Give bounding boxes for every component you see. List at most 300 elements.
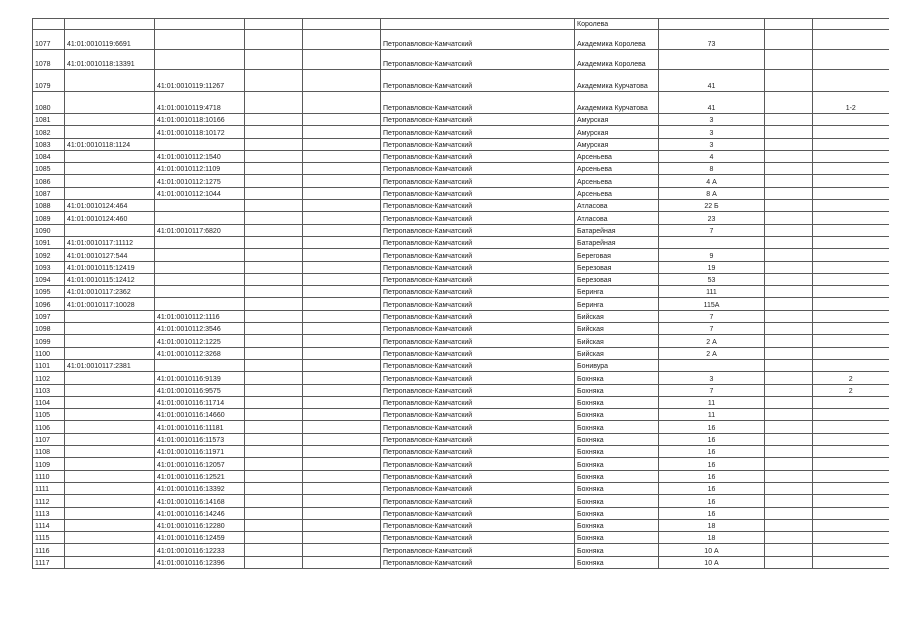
apartment-cell — [813, 187, 889, 199]
cadastral-number-alt-cell: 41:01:0010112:3268 — [155, 347, 245, 359]
empty-cell — [303, 286, 381, 298]
street-cell: Академика Королева — [575, 30, 659, 50]
apartment-cell — [813, 470, 889, 482]
table-row — [33, 150, 889, 162]
empty-cell — [303, 544, 381, 556]
row-number-cell: 1097 — [33, 310, 65, 322]
house-number-cell: 3 — [659, 114, 765, 126]
city-cell: Петропавловск-Камчатский — [381, 372, 575, 384]
row-number-cell: 1086 — [33, 175, 65, 187]
row-number-cell: 1080 — [33, 92, 65, 114]
house-number-cell: 16 — [659, 421, 765, 433]
table-row — [33, 50, 889, 70]
empty-cell — [303, 396, 381, 408]
apartment-cell — [813, 532, 889, 544]
cadastral-number-alt-cell: 41:01:0010116:9139 — [155, 372, 245, 384]
empty-cell — [765, 470, 813, 482]
apartment-cell — [813, 286, 889, 298]
apartment-cell — [813, 138, 889, 150]
empty-cell — [245, 482, 303, 494]
house-number-cell: 8 А — [659, 187, 765, 199]
row-number-cell: 1084 — [33, 150, 65, 162]
street-cell: Бохняка — [575, 421, 659, 433]
row-number-cell: 1112 — [33, 495, 65, 507]
empty-cell — [245, 458, 303, 470]
cadastral-number-alt-cell: 41:01:0010116:12233 — [155, 544, 245, 556]
house-number-cell: 2 А — [659, 335, 765, 347]
house-number-cell: 19 — [659, 261, 765, 273]
cadastral-number-alt-cell: 41:01:0010116:11714 — [155, 396, 245, 408]
empty-cell — [245, 30, 303, 50]
cadastral-number-cell — [65, 544, 155, 556]
cadastral-number-cell — [65, 150, 155, 162]
table-row — [33, 187, 889, 199]
empty-cell — [245, 421, 303, 433]
house-number-cell: 7 — [659, 224, 765, 236]
cadastral-number-cell — [65, 310, 155, 322]
empty-cell — [245, 470, 303, 482]
house-number-cell — [659, 236, 765, 248]
street-cell: Бохняка — [575, 396, 659, 408]
empty-cell — [245, 507, 303, 519]
empty-cell — [245, 372, 303, 384]
street-cell: Бохняка — [575, 409, 659, 421]
empty-cell — [245, 347, 303, 359]
cadastral-number-alt-cell — [155, 200, 245, 212]
empty-cell — [765, 236, 813, 248]
house-number-cell: 16 — [659, 482, 765, 494]
cadastral-number-alt-cell: 41:01:0010112:3546 — [155, 323, 245, 335]
row-number-cell: 1090 — [33, 224, 65, 236]
street-cell: Березовая — [575, 261, 659, 273]
cadastral-number-cell: 41:01:0010115:12412 — [65, 273, 155, 285]
empty-cell — [765, 458, 813, 470]
cadastral-number-alt-cell: 41:01:0010116:13392 — [155, 482, 245, 494]
cadastral-number-alt-cell: 41:01:0010116:14168 — [155, 495, 245, 507]
street-cell: Березовая — [575, 273, 659, 285]
street-cell: Бохняка — [575, 446, 659, 458]
cadastral-number-alt-cell — [155, 359, 245, 371]
empty-cell — [245, 298, 303, 310]
cadastral-number-cell: 41:01:0010118:13391 — [65, 50, 155, 70]
house-number-cell: 2 А — [659, 347, 765, 359]
empty-cell — [245, 384, 303, 396]
empty-cell — [303, 495, 381, 507]
cadastral-number-cell — [65, 458, 155, 470]
apartment-cell — [813, 163, 889, 175]
empty-cell — [765, 114, 813, 126]
house-number-cell: 53 — [659, 273, 765, 285]
city-cell: Петропавловск-Камчатский — [381, 286, 575, 298]
empty-cell — [765, 347, 813, 359]
city-cell: Петропавловск-Камчатский — [381, 507, 575, 519]
row-number-cell: 1079 — [33, 70, 65, 92]
apartment-cell — [813, 495, 889, 507]
street-cell: Бохняка — [575, 544, 659, 556]
house-number-cell: 10 А — [659, 544, 765, 556]
table-row — [33, 92, 889, 114]
empty-cell — [303, 359, 381, 371]
empty-cell — [245, 519, 303, 531]
table-row — [33, 359, 889, 371]
row-number-cell: 1078 — [33, 50, 65, 70]
cadastral-number-alt-cell: 41:01:0010112:1116 — [155, 310, 245, 322]
house-number-cell: 73 — [659, 30, 765, 50]
empty-cell — [765, 359, 813, 371]
city-cell: Петропавловск-Камчатский — [381, 163, 575, 175]
empty-cell — [765, 544, 813, 556]
house-number-cell: 16 — [659, 470, 765, 482]
empty-cell — [303, 249, 381, 261]
apartment-cell — [813, 175, 889, 187]
table-row — [33, 298, 889, 310]
table-row — [33, 286, 889, 298]
empty-cell — [303, 19, 381, 30]
house-number-cell: 11 — [659, 396, 765, 408]
cadastral-number-cell: 41:01:0010115:12419 — [65, 261, 155, 273]
house-number-cell: 10 А — [659, 556, 765, 568]
empty-cell — [303, 409, 381, 421]
empty-cell — [765, 286, 813, 298]
empty-cell — [303, 273, 381, 285]
row-number-cell: 1083 — [33, 138, 65, 150]
table-row — [33, 433, 889, 445]
cadastral-number-cell — [65, 421, 155, 433]
cadastral-number-alt-cell — [155, 138, 245, 150]
table-row — [33, 396, 889, 408]
city-cell: Петропавловск-Камчатский — [381, 335, 575, 347]
row-number-cell: 1111 — [33, 482, 65, 494]
street-cell: Бохняка — [575, 470, 659, 482]
row-number-cell: 1093 — [33, 261, 65, 273]
street-cell: Академика Курчатова — [575, 70, 659, 92]
table-row — [33, 175, 889, 187]
empty-cell — [245, 409, 303, 421]
empty-cell — [765, 30, 813, 50]
street-cell: Амурская — [575, 138, 659, 150]
empty-cell — [765, 212, 813, 224]
cadastral-number-cell: 41:01:0010117:2381 — [65, 359, 155, 371]
empty-cell — [765, 446, 813, 458]
row-number-cell: 1107 — [33, 433, 65, 445]
cadastral-number-cell — [65, 470, 155, 482]
cadastral-number-cell — [65, 347, 155, 359]
empty-cell — [245, 359, 303, 371]
row-number-cell: 1087 — [33, 187, 65, 199]
cadastral-number-cell — [65, 556, 155, 568]
street-cell: Академика Королева — [575, 50, 659, 70]
empty-cell — [245, 556, 303, 568]
cadastral-number-cell: 41:01:0010127:544 — [65, 249, 155, 261]
city-cell: Петропавловск-Камчатский — [381, 495, 575, 507]
city-cell: Петропавловск-Камчатский — [381, 359, 575, 371]
empty-cell — [303, 532, 381, 544]
empty-cell — [765, 175, 813, 187]
empty-cell — [765, 482, 813, 494]
street-cell: Батарейная — [575, 236, 659, 248]
empty-cell — [303, 70, 381, 92]
table-row — [33, 458, 889, 470]
row-number-cell: 1105 — [33, 409, 65, 421]
empty-cell — [245, 532, 303, 544]
table-row — [33, 556, 889, 568]
street-cell: Беринга — [575, 286, 659, 298]
cadastral-number-alt-cell: 41:01:0010116:9575 — [155, 384, 245, 396]
street-cell: Бийская — [575, 335, 659, 347]
row-number-cell: 1113 — [33, 507, 65, 519]
street-cell: Бийская — [575, 347, 659, 359]
house-number-cell: 41 — [659, 70, 765, 92]
cadastral-number-cell: 41:01:0010124:460 — [65, 212, 155, 224]
table-row — [33, 519, 889, 531]
empty-cell — [245, 433, 303, 445]
empty-cell — [303, 224, 381, 236]
street-cell: Бийская — [575, 323, 659, 335]
table-row — [33, 372, 889, 384]
apartment-cell — [813, 544, 889, 556]
cadastral-number-alt-cell — [155, 30, 245, 50]
city-cell: Петропавловск-Камчатский — [381, 92, 575, 114]
cadastral-number-cell — [65, 114, 155, 126]
house-number-cell: 16 — [659, 446, 765, 458]
empty-cell — [303, 200, 381, 212]
empty-cell — [765, 19, 813, 30]
cadastral-number-cell — [65, 187, 155, 199]
city-cell: Петропавловск-Камчатский — [381, 70, 575, 92]
cadastral-number-alt-cell — [155, 261, 245, 273]
cadastral-number-cell — [65, 175, 155, 187]
row-number-cell: 1089 — [33, 212, 65, 224]
cadastral-number-alt-cell — [155, 273, 245, 285]
cadastral-number-alt-cell — [155, 212, 245, 224]
empty-cell — [245, 200, 303, 212]
house-number-cell: 11 — [659, 409, 765, 421]
house-number-cell — [659, 359, 765, 371]
cadastral-number-alt-cell: 41:01:0010112:1225 — [155, 335, 245, 347]
city-cell: Петропавловск-Камчатский — [381, 458, 575, 470]
apartment-cell — [813, 507, 889, 519]
apartment-cell — [813, 482, 889, 494]
city-cell: Петропавловск-Камчатский — [381, 347, 575, 359]
table-row — [33, 446, 889, 458]
apartment-cell — [813, 556, 889, 568]
empty-cell — [765, 187, 813, 199]
apartment-cell — [813, 298, 889, 310]
house-number-cell — [659, 19, 765, 30]
city-cell: Петропавловск-Камчатский — [381, 249, 575, 261]
apartment-cell — [813, 347, 889, 359]
city-cell: Петропавловск-Камчатский — [381, 298, 575, 310]
cadastral-number-alt-cell: 41:01:0010116:12521 — [155, 470, 245, 482]
table-row — [33, 30, 889, 50]
cadastral-number-cell: 41:01:0010117:10028 — [65, 298, 155, 310]
cadastral-number-alt-cell: 41:01:0010116:12280 — [155, 519, 245, 531]
empty-cell — [303, 446, 381, 458]
empty-cell — [765, 396, 813, 408]
cadastral-number-alt-cell: 41:01:0010116:11573 — [155, 433, 245, 445]
table-row — [33, 470, 889, 482]
empty-cell — [245, 273, 303, 285]
row-number-cell: 1077 — [33, 30, 65, 50]
empty-cell — [303, 433, 381, 445]
city-cell: Петропавловск-Камчатский — [381, 138, 575, 150]
city-cell: Петропавловск-Камчатский — [381, 470, 575, 482]
city-cell: Петропавловск-Камчатский — [381, 273, 575, 285]
cadastral-number-alt-cell: 41:01:0010119:4718 — [155, 92, 245, 114]
empty-cell — [303, 261, 381, 273]
cadastral-number-cell — [65, 446, 155, 458]
empty-cell — [245, 446, 303, 458]
row-number-cell: 1085 — [33, 163, 65, 175]
cadastral-number-alt-cell — [155, 298, 245, 310]
street-cell: Бохняка — [575, 519, 659, 531]
cadastral-number-alt-cell: 41:01:0010116:11971 — [155, 446, 245, 458]
table-row — [33, 224, 889, 236]
apartment-cell — [813, 200, 889, 212]
house-number-cell: 18 — [659, 519, 765, 531]
house-number-cell: 115А — [659, 298, 765, 310]
row-number-cell: 1096 — [33, 298, 65, 310]
empty-cell — [245, 323, 303, 335]
city-cell — [381, 19, 575, 30]
house-number-cell: 111 — [659, 286, 765, 298]
house-number-cell: 4 А — [659, 175, 765, 187]
table-body — [33, 19, 889, 569]
table-row — [33, 236, 889, 248]
empty-cell — [245, 150, 303, 162]
empty-cell — [245, 50, 303, 70]
table-row — [33, 249, 889, 261]
empty-cell — [303, 372, 381, 384]
empty-cell — [765, 150, 813, 162]
cadastral-number-cell — [65, 409, 155, 421]
empty-cell — [245, 544, 303, 556]
cadastral-number-alt-cell: 41:01:0010116:11181 — [155, 421, 245, 433]
house-number-cell: 16 — [659, 507, 765, 519]
city-cell: Петропавловск-Камчатский — [381, 532, 575, 544]
empty-cell — [245, 495, 303, 507]
house-number-cell: 18 — [659, 532, 765, 544]
empty-cell — [245, 396, 303, 408]
house-number-cell: 7 — [659, 310, 765, 322]
empty-cell — [245, 114, 303, 126]
city-cell: Петропавловск-Камчатский — [381, 261, 575, 273]
street-cell: Бонивура — [575, 359, 659, 371]
apartment-cell — [813, 50, 889, 70]
empty-cell — [765, 421, 813, 433]
empty-cell — [245, 335, 303, 347]
empty-cell — [303, 470, 381, 482]
cadastral-number-cell — [65, 372, 155, 384]
street-cell: Амурская — [575, 114, 659, 126]
street-cell: Бохняка — [575, 556, 659, 568]
house-number-cell: 3 — [659, 126, 765, 138]
street-cell: Атласова — [575, 212, 659, 224]
street-cell: Арсеньева — [575, 175, 659, 187]
apartment-cell — [813, 273, 889, 285]
cadastral-number-cell — [65, 433, 155, 445]
table-row — [33, 507, 889, 519]
empty-cell — [245, 19, 303, 30]
empty-cell — [765, 384, 813, 396]
row-number-cell: 1103 — [33, 384, 65, 396]
city-cell: Петропавловск-Камчатский — [381, 150, 575, 162]
row-number-cell: 1091 — [33, 236, 65, 248]
apartment-cell — [813, 126, 889, 138]
table-row — [33, 544, 889, 556]
empty-cell — [765, 138, 813, 150]
empty-cell — [765, 556, 813, 568]
city-cell: Петропавловск-Камчатский — [381, 556, 575, 568]
cadastral-number-cell — [65, 507, 155, 519]
table-row — [33, 70, 889, 92]
city-cell: Петропавловск-Камчатский — [381, 187, 575, 199]
row-number-cell: 1088 — [33, 200, 65, 212]
apartment-cell — [813, 458, 889, 470]
apartment-cell — [813, 323, 889, 335]
street-cell: Атласова — [575, 200, 659, 212]
empty-cell — [303, 421, 381, 433]
cadastral-number-alt-cell — [155, 50, 245, 70]
apartment-cell — [813, 249, 889, 261]
apartment-cell — [813, 212, 889, 224]
empty-cell — [765, 519, 813, 531]
empty-cell — [245, 163, 303, 175]
empty-cell — [245, 70, 303, 92]
table-row — [33, 482, 889, 494]
apartment-cell — [813, 310, 889, 322]
cadastral-number-alt-cell: 41:01:0010112:1275 — [155, 175, 245, 187]
empty-cell — [303, 126, 381, 138]
street-cell: Арсеньева — [575, 163, 659, 175]
cadastral-number-alt-cell — [155, 19, 245, 30]
cadastral-number-alt-cell: 41:01:0010116:14246 — [155, 507, 245, 519]
table-row — [33, 114, 889, 126]
apartment-cell — [813, 224, 889, 236]
apartment-cell — [813, 446, 889, 458]
row-number-cell: 1117 — [33, 556, 65, 568]
city-cell: Петропавловск-Камчатский — [381, 323, 575, 335]
apartment-cell: 1-2 — [813, 92, 889, 114]
city-cell: Петропавловск-Камчатский — [381, 224, 575, 236]
street-cell: Батарейная — [575, 224, 659, 236]
empty-cell — [245, 212, 303, 224]
city-cell: Петропавловск-Камчатский — [381, 175, 575, 187]
row-number-cell: 1116 — [33, 544, 65, 556]
property-register-table — [32, 18, 889, 569]
apartment-cell — [813, 396, 889, 408]
empty-cell — [765, 92, 813, 114]
apartment-cell — [813, 19, 889, 30]
table-row — [33, 126, 889, 138]
empty-cell — [245, 286, 303, 298]
empty-cell — [245, 224, 303, 236]
cadastral-number-cell: 41:01:0010117:11112 — [65, 236, 155, 248]
apartment-cell: 2 — [813, 384, 889, 396]
empty-cell — [245, 261, 303, 273]
row-number-cell: 1114 — [33, 519, 65, 531]
empty-cell — [765, 70, 813, 92]
table-row — [33, 335, 889, 347]
house-number-cell: 3 — [659, 138, 765, 150]
cadastral-number-alt-cell: 41:01:0010116:12057 — [155, 458, 245, 470]
apartment-cell — [813, 433, 889, 445]
empty-cell — [765, 261, 813, 273]
city-cell: Петропавловск-Камчатский — [381, 200, 575, 212]
empty-cell — [765, 433, 813, 445]
table-row — [33, 138, 889, 150]
empty-cell — [303, 519, 381, 531]
